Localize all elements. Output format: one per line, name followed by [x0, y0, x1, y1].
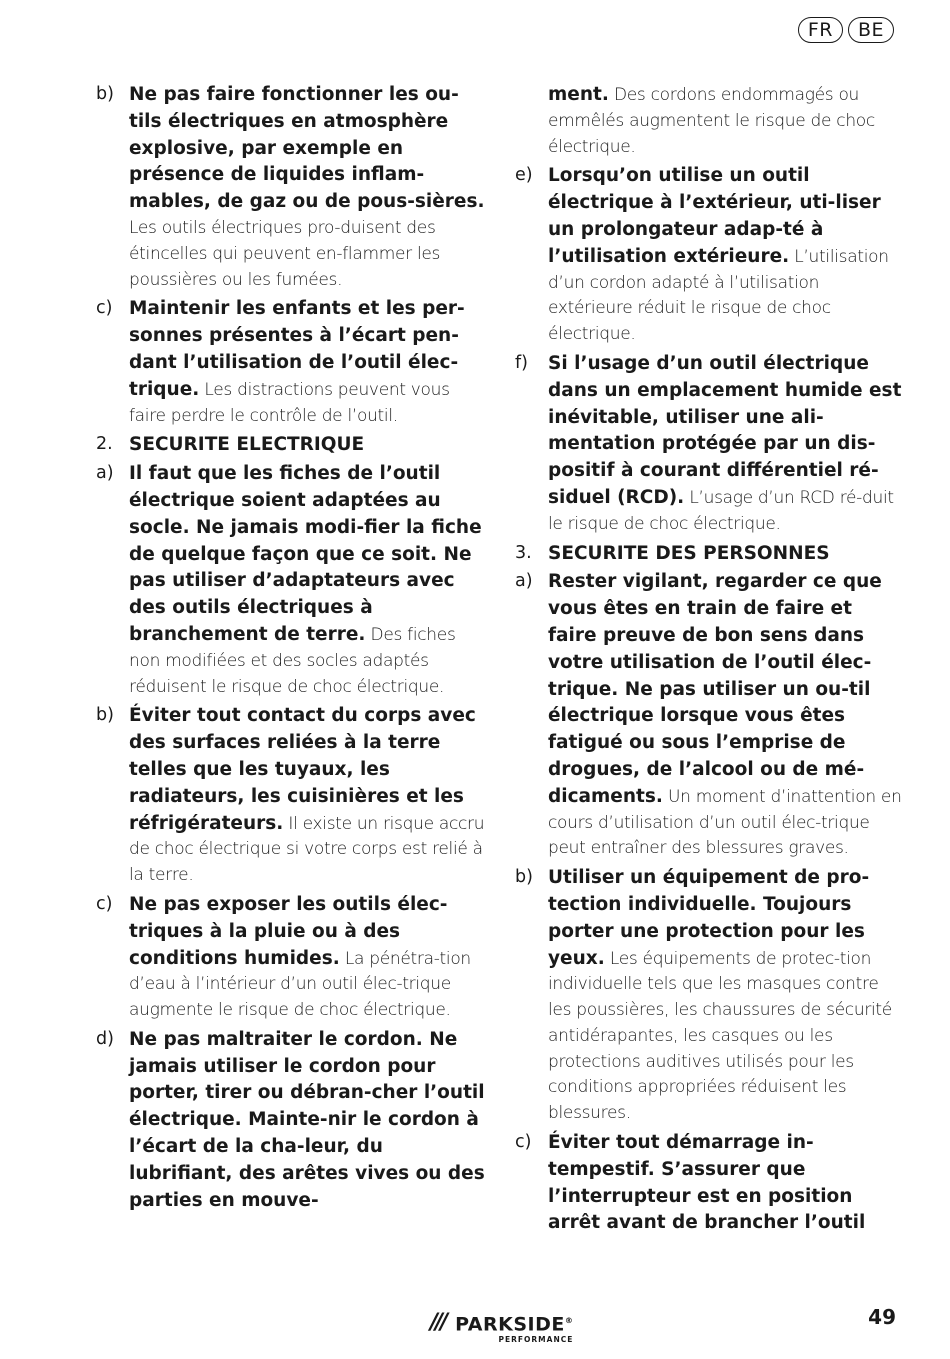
instruction-bold: Éviter tout démarrage in-tempestif. S’assurer que l’interrupteur est en position arrêt avant de brancher l’outil — [548, 1132, 866, 1234]
instruction-explanation: Un moment d’inattention en cours d’utilisation d’un outil élec-trique peut entraîner des blessures graves. — [548, 786, 902, 859]
list-item-text — [548, 1130, 905, 1237]
page-number: 49 — [868, 1305, 896, 1329]
instruction-bold: Utiliser un équipement de pro-tection individuelle. Toujours porter une protection pour les yeux. — [548, 867, 870, 969]
list-marker: e) — [515, 165, 533, 186]
list-item — [96, 703, 486, 889]
list-item — [515, 865, 905, 1127]
list-marker: c) — [96, 298, 113, 319]
section-heading: SECURITE DES PERSONNES — [548, 542, 830, 564]
parkside-logo — [430, 1310, 573, 1344]
list-item — [96, 892, 486, 1024]
list-item-text — [548, 82, 905, 160]
logo-brand-name: PARKSIDE® — [455, 1313, 574, 1336]
instruction-explanation: L’utilisation d’un cordon adapté à l’utilisation extérieure réduit le risque de choc électrique. — [548, 246, 889, 345]
list-marker: 3. — [515, 542, 532, 563]
list-item — [515, 351, 905, 538]
list-marker: f) — [515, 352, 528, 373]
instruction-bold: Ne pas faire fonctionner les ou-tils électriques en atmosphère explosive, par exemple en présence de liquides inflam-mables, de gaz ou de pous-sières. — [129, 84, 485, 213]
instruction-bold: ment. — [548, 84, 609, 105]
instruction-bold: Il faut que les fiches de l’outil électrique soient adaptées au socle. Ne jamais modi-fier la fiche de quelque façon que ce soit. Ne pas utiliser d’adaptateurs avec des outils électriques à branchement de terre. — [129, 463, 482, 645]
list-item-text — [129, 892, 486, 1024]
section-heading: SECURITE ELECTRIQUE — [129, 434, 365, 456]
list-item-text — [548, 569, 905, 862]
list-item — [96, 1027, 486, 1215]
instruction-bold: Si l’usage d’un outil électrique dans un emplacement humide est inévitable, utiliser une ali-mentation protégée par un dis-positif à courant différentiel ré-siduel (RCD). — [548, 352, 902, 508]
list-item — [515, 569, 905, 862]
list-marker — [515, 82, 548, 160]
instruction-explanation: Des cordons endommagés ou emmêlés augmentent le risque de choc électrique. — [548, 85, 875, 157]
list-item — [515, 163, 905, 348]
lang-badge-be: BE — [848, 17, 894, 43]
instruction-bold: Ne pas exposer les outils élec-triques à la pluie ou à des conditions humides. — [129, 893, 448, 969]
instruction-explanation: L’usage d’un RCD ré-duit le risque de choc électrique. — [548, 487, 894, 534]
logo-brand-sub: PERFORMANCE — [498, 1335, 574, 1345]
instruction-explanation: Les outils électriques pro-duisent des étincelles qui peuvent en-flammer les poussières ou les fumées. — [129, 217, 441, 290]
list-marker: d) — [96, 1028, 114, 1049]
section-heading-row — [515, 541, 905, 567]
list-item — [96, 82, 486, 293]
list-item-text — [548, 865, 905, 1127]
language-badges — [798, 17, 894, 43]
list-marker: a) — [96, 463, 114, 484]
instruction-explanation: Les équipements de protec-tion individuelle tels que les masques contre les poussières, les chaussures de sécurité antidérapantes, les casques ou les protections auditives utilisés pour les conditions appropriées réduisent les blessures. — [548, 948, 892, 1124]
list-marker: 2. — [96, 434, 113, 455]
list-item — [96, 461, 486, 700]
section-heading-row — [96, 432, 486, 458]
instruction-bold: Éviter tout contact du corps avec des surfaces reliées à la terre telles que les tuyaux, les radiateurs, les cuisinières et les réfrigérateurs. — [129, 705, 476, 834]
list-item-text — [548, 351, 905, 538]
instruction-bold: Rester vigilant, regarder ce que vous êtes en train de faire et faire preuve de bon sens dans votre utilisation de l’outil élec-trique. Ne pas utiliser un ou-til électrique lorsque vous êtes fatigué ou sous l’emprise de drogues, de l’alcool ou de mé-dicaments. — [548, 571, 882, 807]
instruction-bold: Lorsqu’on utilise un outil électrique à l’extérieur, uti-liser un prolongateur adap-té à l’utilisation extérieure. — [548, 165, 881, 267]
list-item — [96, 296, 486, 429]
list-item-text — [129, 703, 486, 889]
instruction-explanation: La pénétra-tion d’eau à l’intérieur d’un outil élec-trique augmente le risque de choc électrique. — [129, 948, 471, 1021]
instruction-bold: Ne pas maltraiter le cordon. Ne jamais utiliser le cordon pour porter, tirer ou débran-cher l’outil électrique. Mainte-nir le cordon à l’écart de la cha-leur, du lubrifiant, des arêtes vives ou des parties en mouve- — [129, 1028, 485, 1211]
list-marker: b) — [96, 705, 114, 726]
list-item-text — [129, 1027, 486, 1215]
list-item-text — [129, 461, 486, 700]
instruction-explanation: Il existe un risque accru de choc électrique si votre corps est relié à la terre. — [129, 813, 485, 886]
lang-badge-fr: FR — [798, 17, 843, 43]
list-item-text — [129, 296, 486, 429]
logo-registered-mark: ® — [564, 1316, 574, 1325]
list-marker: c) — [96, 893, 113, 914]
list-marker: c) — [515, 1132, 532, 1153]
list-item-text — [548, 163, 905, 348]
list-marker: b) — [96, 84, 114, 104]
logo-wordmark — [455, 1310, 573, 1344]
instruction-bold: Maintenir les enfants et les per-sonnes présentes à l’écart pen-dant l’utilisation de l’outil élec-trique. — [129, 298, 465, 400]
list-marker: a) — [515, 571, 533, 592]
list-item-text — [129, 82, 486, 293]
logo-slashes: /// — [430, 1310, 446, 1335]
list-item — [515, 82, 905, 160]
left-column — [96, 82, 486, 1214]
right-column — [515, 82, 905, 1237]
instruction-explanation: Des fiches non modifiées et des socles adaptés réduisent le risque de choc électrique. — [129, 624, 456, 697]
list-marker: b) — [515, 867, 533, 888]
list-item — [515, 1130, 905, 1237]
instruction-explanation: Les distractions peuvent vous faire perdre le contrôle de l’outil. — [129, 379, 450, 426]
